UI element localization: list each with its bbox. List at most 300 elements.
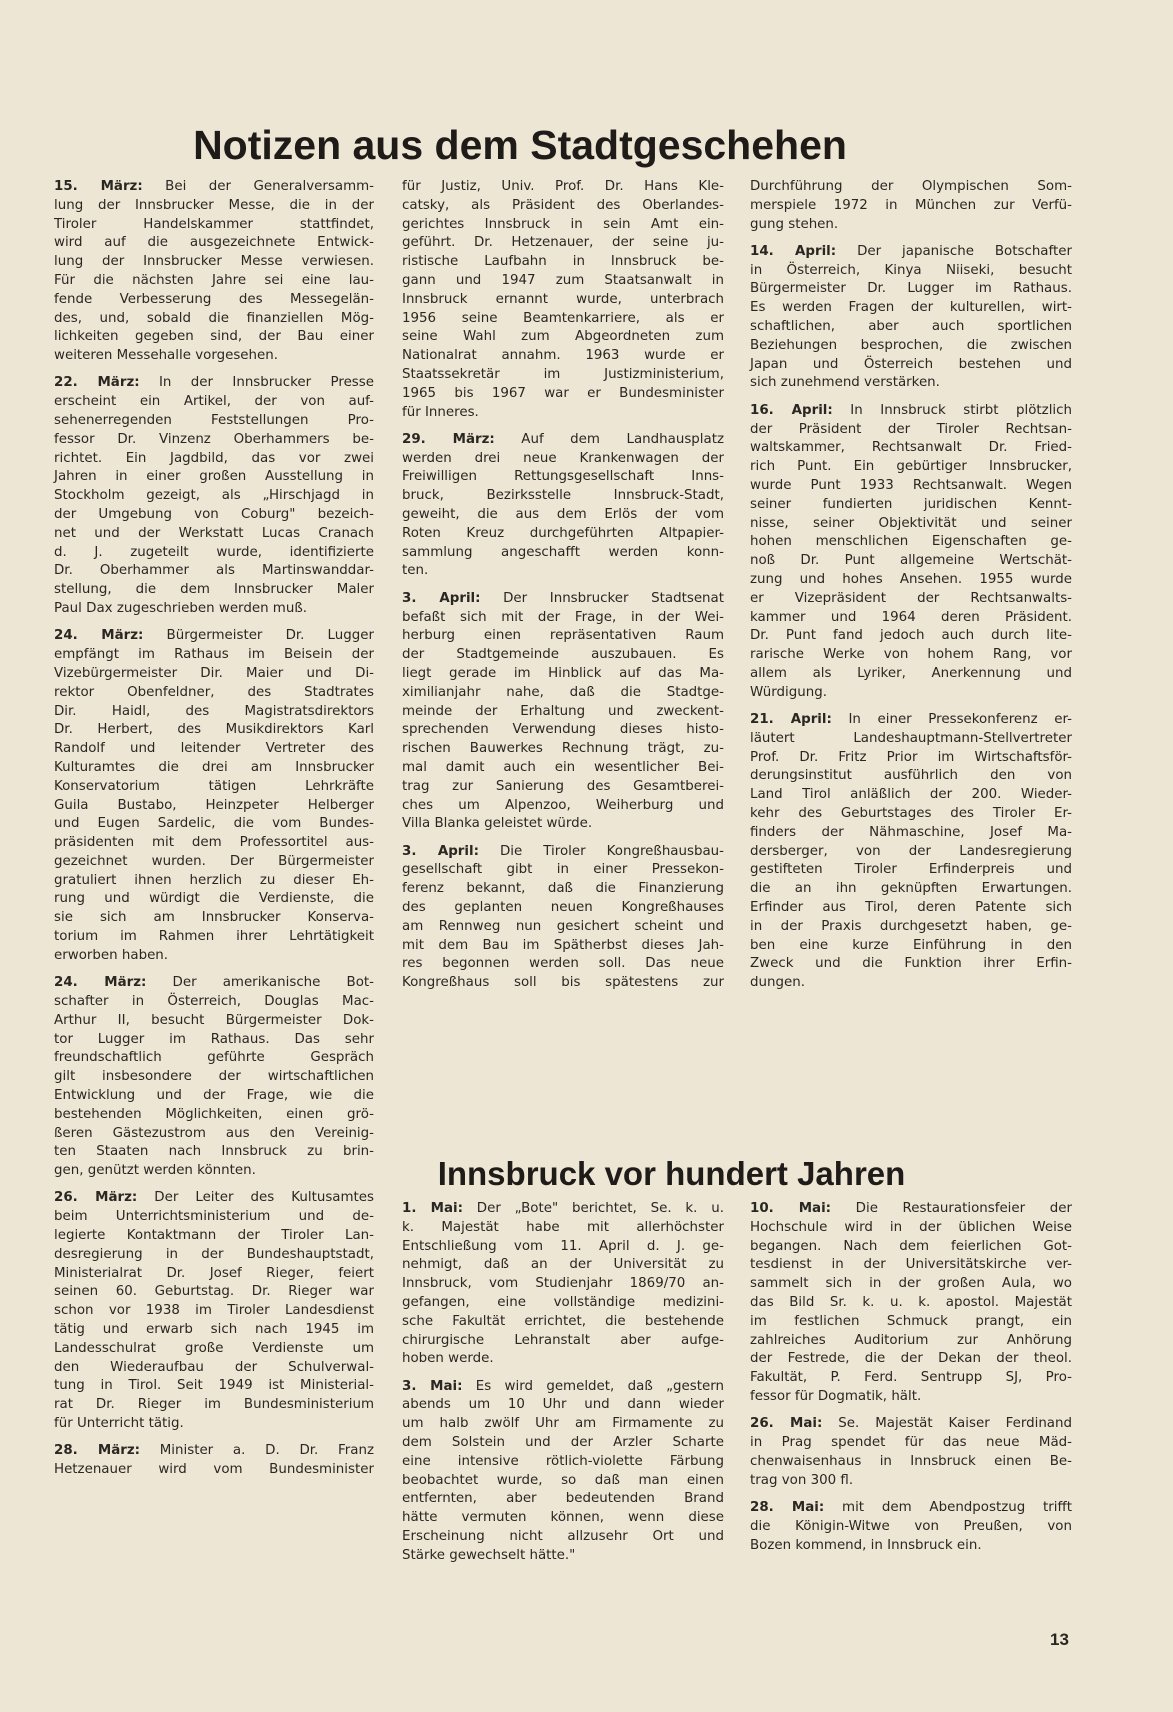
text-line bbox=[402, 1396, 724, 1415]
line-text: mit dem Bau im Spätherbst dieses Jah- bbox=[402, 937, 724, 953]
text-line bbox=[54, 1227, 374, 1246]
news-entry bbox=[750, 1415, 1072, 1490]
line-text: der Festrede, die der Dekan der theol. bbox=[750, 1351, 1072, 1367]
text-line bbox=[54, 740, 374, 759]
line-text: meinde der Erhaltung und zweckent- bbox=[402, 703, 724, 719]
line-text: Zweck und die Funktion ihrer Erfin- bbox=[750, 956, 1072, 972]
text-line bbox=[54, 721, 374, 740]
text-line bbox=[402, 310, 724, 329]
text-line bbox=[54, 1162, 374, 1181]
text-line bbox=[402, 815, 724, 834]
text-line bbox=[54, 1283, 374, 1302]
text-line bbox=[750, 402, 1072, 421]
line-text: Die Tiroler Kongreßhausbau- bbox=[499, 843, 725, 859]
line-text: des, und, sobald die finanziellen Mög- bbox=[54, 310, 374, 326]
line-text: hätte vermuten können, wenn diese bbox=[402, 1510, 724, 1526]
text-line bbox=[402, 721, 724, 740]
line-text: beim Unterrichtsministerium und de- bbox=[54, 1209, 374, 1225]
text-line bbox=[402, 937, 724, 956]
text-column-1 bbox=[54, 178, 374, 1488]
line-text: tesdienst in der Universitätskirche ver- bbox=[750, 1257, 1072, 1273]
text-line bbox=[750, 767, 1072, 786]
text-line bbox=[54, 1377, 374, 1396]
line-text: waltskammer, Rechtsanwalt Dr. Fried- bbox=[750, 440, 1072, 456]
text-line bbox=[402, 703, 724, 722]
news-entry bbox=[402, 1200, 724, 1369]
line-text: nehmigt, daß an der Universität zu bbox=[402, 1257, 724, 1273]
line-text: sie sich am Innsbrucker Konserva- bbox=[54, 910, 374, 926]
line-text: hohen menschlichen Eigenschaften ge- bbox=[750, 534, 1072, 550]
line-text: Der amerikanische Bot- bbox=[172, 975, 374, 991]
text-line bbox=[402, 234, 724, 253]
line-text: Arthur II, besucht Bürgermeister Dok- bbox=[54, 1012, 374, 1028]
line-text: entfernten, aber bedeutenden Brand bbox=[402, 1491, 724, 1507]
text-line bbox=[750, 243, 1072, 262]
line-text: in Österreich, Kinya Niiseki, besucht bbox=[750, 262, 1072, 278]
news-entry bbox=[750, 711, 1072, 993]
text-line bbox=[750, 496, 1072, 515]
line-text: sammlung angeschafft werden konn- bbox=[402, 544, 724, 560]
text-line bbox=[750, 262, 1072, 281]
line-text: zung und hohes Ansehen. 1955 wurde bbox=[750, 571, 1072, 587]
line-text: Hochschule wird in der üblichen Weise bbox=[750, 1219, 1072, 1235]
text-line bbox=[54, 272, 374, 291]
page-number: 13 bbox=[1050, 1630, 1069, 1649]
text-line bbox=[750, 552, 1072, 571]
text-line bbox=[402, 450, 724, 469]
line-text: Dr. Herbert, des Musikdirektors Karl bbox=[54, 722, 374, 738]
entry-date: 24. März: bbox=[54, 975, 147, 991]
text-line bbox=[402, 562, 724, 581]
line-text: trag von 300 fl. bbox=[750, 1472, 854, 1488]
line-text: sche Fakultät errichtet, die bestehende bbox=[402, 1313, 724, 1329]
line-text: gestifteten Tiroler Erfinderpreis und bbox=[750, 862, 1072, 878]
entry-date: 26. Mai: bbox=[750, 1416, 823, 1432]
line-text: chirurgische Lehranstalt aber aufge- bbox=[402, 1332, 724, 1348]
line-text: ristische Laufbahn in Innsbruck be- bbox=[402, 254, 724, 270]
line-text: fessor für Dogmatik, hält. bbox=[750, 1388, 922, 1404]
text-line bbox=[750, 1415, 1072, 1434]
text-line bbox=[402, 1294, 724, 1313]
line-text: kammer und 1964 deren Präsident. bbox=[750, 609, 1072, 625]
text-line bbox=[54, 1068, 374, 1087]
text-line bbox=[54, 797, 374, 816]
text-line bbox=[54, 1340, 374, 1359]
line-text: weiteren Messehalle vorgesehen. bbox=[54, 348, 279, 364]
text-line bbox=[402, 1238, 724, 1257]
line-text: ximilianjahr nahe, daß die Stadtge- bbox=[402, 684, 724, 700]
line-text: In der Innsbrucker Presse bbox=[158, 375, 374, 391]
news-entry bbox=[750, 1200, 1072, 1407]
line-text: nisse, seiner Objektivität und seiner bbox=[750, 515, 1072, 531]
line-text: Se. Majestät Kaiser Ferdinand bbox=[838, 1416, 1072, 1432]
text-line bbox=[750, 918, 1072, 937]
line-text: sammelt sich in der großen Aula, wo bbox=[750, 1276, 1072, 1292]
text-line bbox=[54, 1031, 374, 1050]
text-line bbox=[54, 468, 374, 487]
entry-date: 28. März: bbox=[54, 1443, 140, 1459]
text-line bbox=[402, 328, 724, 347]
news-entry bbox=[750, 402, 1072, 703]
line-text: Kulturamtes die drei am Innsbrucker bbox=[54, 759, 374, 775]
text-line bbox=[54, 1125, 374, 1144]
line-text: Ministerialrat Dr. Josef Rieger, feiert bbox=[54, 1265, 374, 1281]
text-line bbox=[54, 197, 374, 216]
line-text: Erfinder aus Tirol, deren Patente sich bbox=[750, 899, 1072, 915]
line-text: für Unterricht tätig. bbox=[54, 1416, 184, 1431]
news-entry bbox=[750, 1499, 1072, 1555]
text-line bbox=[54, 234, 374, 253]
line-text: des geplanten neuen Kongreßhauses bbox=[402, 899, 724, 915]
text-line bbox=[54, 909, 374, 928]
line-text: ches um Alpenzoo, Weiherburg und bbox=[402, 797, 724, 813]
text-line bbox=[402, 1313, 724, 1332]
line-text: Randolf und leitender Vertreter des bbox=[54, 741, 374, 757]
text-line bbox=[402, 385, 724, 404]
text-line bbox=[750, 337, 1072, 356]
line-text: fende Verbesserung des Messegelän- bbox=[54, 291, 374, 307]
text-line bbox=[402, 590, 724, 609]
line-text: rarische Werke von hohem Rang, vor bbox=[750, 647, 1072, 663]
line-text: Erscheinung nicht allzusehr Ort und bbox=[402, 1529, 724, 1545]
line-text: Roten Kreuz durchgeführten Altpapier- bbox=[402, 525, 724, 541]
text-line bbox=[402, 899, 724, 918]
line-text: schafter in Österreich, Douglas Mac- bbox=[54, 993, 374, 1009]
text-line bbox=[54, 1208, 374, 1227]
news-entry bbox=[402, 590, 724, 834]
text-line bbox=[402, 253, 724, 272]
text-line bbox=[54, 178, 374, 197]
line-text: Entschließung vom 11. April d. J. ge- bbox=[402, 1238, 724, 1254]
line-text: Dr. Punt fand jedoch auch durch lite- bbox=[750, 628, 1072, 644]
news-entry bbox=[402, 843, 724, 993]
line-text: lung der Innsbrucker Messe, die in der bbox=[54, 197, 374, 213]
text-line bbox=[54, 1321, 374, 1340]
text-line bbox=[402, 487, 724, 506]
text-line bbox=[54, 328, 374, 347]
text-line bbox=[54, 872, 374, 891]
text-line bbox=[750, 533, 1072, 552]
text-line bbox=[402, 1434, 724, 1453]
line-text: desregierung in der Bundeshauptstadt, bbox=[54, 1246, 374, 1262]
text-line bbox=[54, 1265, 374, 1284]
line-text: seiner fundierten juridischen Kennt- bbox=[750, 496, 1072, 512]
text-line bbox=[750, 646, 1072, 665]
line-text: Die Restaurationsfeier der bbox=[855, 1201, 1072, 1216]
line-text: chenwaisenhaus in Innsbruck einen Be- bbox=[750, 1453, 1072, 1469]
text-line bbox=[750, 421, 1072, 440]
entry-date: 29. März: bbox=[402, 431, 495, 447]
line-text: und Eugen Sardelic, die vom Bundes- bbox=[54, 816, 374, 832]
text-line bbox=[750, 1275, 1072, 1294]
line-text: Beziehungen besprochen, die zwischen bbox=[750, 337, 1072, 353]
text-line bbox=[54, 853, 374, 872]
text-line bbox=[402, 1200, 724, 1219]
line-text: in der Praxis durchgesetzt haben, ge- bbox=[750, 918, 1072, 934]
text-line bbox=[750, 1256, 1072, 1275]
line-text: Dir. Haidl, des Magistratsdirektors bbox=[54, 703, 374, 719]
line-text: im festlichen Schmuck prangt, ein bbox=[750, 1313, 1072, 1329]
line-text: 1956 seine Beamtenkarriere, als er bbox=[402, 310, 724, 326]
line-text: Es werden Fragen der kulturellen, wirt- bbox=[750, 300, 1072, 316]
text-line bbox=[750, 711, 1072, 730]
line-text: freundschaftlich geführte Gespräch bbox=[54, 1050, 374, 1066]
text-line bbox=[402, 197, 724, 216]
line-text: herburg einen repräsentativen Raum bbox=[402, 628, 724, 644]
text-line bbox=[750, 730, 1072, 749]
text-line bbox=[54, 347, 374, 366]
text-line bbox=[402, 291, 724, 310]
line-text: kehr des Geburtstages des Tiroler Er- bbox=[750, 806, 1072, 821]
line-text: gefangen, eine vollständige medizini- bbox=[402, 1294, 724, 1310]
entry-date: 26. März: bbox=[54, 1190, 138, 1206]
line-text: Prof. Dr. Fritz Prior im Wirtschaftsför- bbox=[750, 749, 1072, 765]
line-text: rat Dr. Rieger im Bundesministerium bbox=[54, 1397, 374, 1413]
text-column-2 bbox=[402, 178, 724, 1001]
line-text: lichkeiten gegeben sind, der Bau einer bbox=[54, 329, 374, 345]
text-line bbox=[54, 684, 374, 703]
text-line bbox=[750, 786, 1072, 805]
text-line bbox=[54, 544, 374, 563]
text-line bbox=[54, 815, 374, 834]
text-line bbox=[750, 1350, 1072, 1369]
text-line bbox=[750, 280, 1072, 299]
text-line bbox=[54, 890, 374, 909]
line-text: lung der Innsbrucker Messe verwiesen. bbox=[54, 254, 374, 270]
line-text: trag zur Sanierung des Gesamtberei- bbox=[402, 778, 724, 794]
text-line bbox=[750, 439, 1072, 458]
line-text: zahlreiches Auditorium zur Anhörung bbox=[750, 1332, 1072, 1348]
line-text: erworben haben. bbox=[54, 947, 169, 963]
text-line bbox=[750, 1499, 1072, 1518]
text-line bbox=[54, 1012, 374, 1031]
line-text: Innsbruck, vom Studienjahr 1869/70 an- bbox=[402, 1276, 724, 1292]
text-line bbox=[402, 1256, 724, 1275]
line-text: rung und würdigt die Verdienste, die bbox=[54, 891, 374, 907]
text-line bbox=[750, 1453, 1072, 1472]
news-entry bbox=[402, 431, 724, 581]
text-line bbox=[54, 1461, 374, 1480]
line-text: für Inneres. bbox=[402, 404, 479, 420]
news-entry bbox=[54, 1189, 374, 1433]
line-text: richtet. Ein Jagdbild, das vor zwei bbox=[54, 450, 374, 466]
line-text: seine Wahl zum Abgeordneten zum bbox=[402, 329, 724, 345]
news-entry bbox=[750, 243, 1072, 393]
line-text: Kongreßhaus soll bis spätestens zur bbox=[402, 975, 724, 991]
text-line bbox=[402, 759, 724, 778]
line-text: ßeren Gästezustrom aus den Vereinig- bbox=[54, 1125, 374, 1141]
text-line bbox=[402, 272, 724, 291]
text-column-3 bbox=[750, 178, 1072, 1001]
entry-date: 10. Mai: bbox=[750, 1201, 832, 1216]
text-line bbox=[54, 627, 374, 646]
line-text: Minister a. D. Dr. Franz bbox=[159, 1443, 374, 1459]
line-text: merspiele 1972 in München zur Verfü- bbox=[750, 197, 1072, 213]
text-line bbox=[402, 843, 724, 862]
line-text: Für die nächsten Jahre sei eine lau- bbox=[54, 272, 374, 288]
text-line bbox=[54, 562, 374, 581]
text-line bbox=[750, 197, 1072, 216]
line-text: gesellschaft gibt in einer Pressekon- bbox=[402, 862, 724, 878]
line-text: gen, genützt werden könnten. bbox=[54, 1163, 256, 1179]
text-line bbox=[54, 291, 374, 310]
text-line bbox=[750, 1369, 1072, 1388]
text-line bbox=[750, 1332, 1072, 1351]
text-line bbox=[54, 1049, 374, 1068]
text-line bbox=[54, 310, 374, 329]
text-line bbox=[54, 703, 374, 722]
entry-date: 16. April: bbox=[750, 402, 833, 418]
line-text: res begonnen werden soll. Das neue bbox=[402, 956, 724, 972]
text-line bbox=[54, 216, 374, 235]
text-line bbox=[54, 947, 374, 966]
text-line bbox=[750, 477, 1072, 496]
text-line bbox=[54, 393, 374, 412]
line-text: Vizebürgermeister Dir. Maier und Di- bbox=[54, 665, 374, 681]
entry-date: 24. März: bbox=[54, 628, 144, 644]
line-text: gilt insbesondere der wirtschaftlichen bbox=[54, 1069, 374, 1085]
line-text: schaftlichen, aber auch sportlichen bbox=[750, 319, 1072, 335]
text-line bbox=[54, 1087, 374, 1106]
text-line bbox=[750, 843, 1072, 862]
line-text: um halb zwölf Uhr am Firmamente zu bbox=[402, 1416, 724, 1432]
text-line bbox=[54, 993, 374, 1012]
text-line bbox=[54, 253, 374, 272]
line-text: Der japanische Botschafter bbox=[857, 243, 1072, 259]
text-line bbox=[402, 1547, 724, 1566]
line-text: erscheint ein Artikel, der von auf- bbox=[54, 394, 374, 410]
text-line bbox=[402, 955, 724, 974]
line-text: hoben werde. bbox=[402, 1351, 494, 1367]
entry-date: 1. Mai: bbox=[402, 1201, 463, 1216]
text-line bbox=[750, 178, 1072, 197]
text-line bbox=[750, 899, 1072, 918]
text-line bbox=[750, 318, 1072, 337]
line-text: Der Leiter des Kultusamtes bbox=[154, 1190, 375, 1206]
text-line bbox=[750, 1518, 1072, 1537]
text-line bbox=[750, 1294, 1072, 1313]
line-text: befaßt sich mit der Frage, in der Wei- bbox=[402, 609, 724, 625]
text-line bbox=[402, 918, 724, 937]
text-line bbox=[402, 468, 724, 487]
page-title: Notizen aus dem Stadtgeschehen bbox=[193, 122, 847, 169]
line-text: Würdigung. bbox=[750, 684, 827, 700]
entry-date: 3. April: bbox=[402, 843, 479, 859]
line-text: gann und 1947 zum Staatsanwalt in bbox=[402, 272, 724, 288]
text-line bbox=[54, 1442, 374, 1461]
line-text: empfängt im Rathaus im Beisein der bbox=[54, 647, 374, 663]
text-line bbox=[402, 740, 724, 759]
text-line bbox=[750, 684, 1072, 703]
line-text: der Umgebung von Coburg" bezeich- bbox=[54, 507, 374, 523]
line-text: Bei der Generalversamm- bbox=[165, 179, 374, 194]
text-line bbox=[750, 571, 1072, 590]
line-text: noß Dr. Punt allgemeine Wertschät- bbox=[750, 553, 1072, 569]
line-text: gezeichnet wurden. Der Bürgermeister bbox=[54, 853, 374, 869]
line-text: rich Punt. Ein gebürtiger Innsbrucker, bbox=[750, 459, 1072, 475]
text-line bbox=[54, 450, 374, 469]
line-text: rischen Bauwerkes Rechnung trägt, zu- bbox=[402, 741, 724, 757]
text-line bbox=[402, 1275, 724, 1294]
text-line bbox=[750, 1537, 1072, 1556]
line-text: Freiwilligen Rettungsgesellschaft Inns- bbox=[402, 469, 724, 485]
line-text: Tiroler Handelskammer stattfindet, bbox=[54, 216, 374, 232]
text-line bbox=[54, 1302, 374, 1321]
line-text: dersberger, von der Landesregierung bbox=[750, 843, 1072, 859]
text-line bbox=[750, 1219, 1072, 1238]
line-text: die an ihn geknüpften Erwartungen. bbox=[750, 881, 1072, 897]
entry-date: 28. Mai: bbox=[750, 1499, 825, 1515]
line-text: sich zunehmend verstärken. bbox=[750, 375, 940, 391]
line-text: k. Majestät habe mit allerhöchster bbox=[402, 1219, 724, 1235]
text-line bbox=[402, 1490, 724, 1509]
line-text: sehenerregenden Feststellungen Pro- bbox=[54, 413, 374, 429]
text-line bbox=[750, 665, 1072, 684]
text-line bbox=[750, 356, 1072, 375]
line-text: mal damit auch ein wesentlicher Bei- bbox=[402, 759, 724, 775]
line-text: Durchführung der Olympischen Som- bbox=[750, 179, 1072, 194]
text-line bbox=[54, 778, 374, 797]
line-text: seinen 60. Geburtstag. Dr. Rieger war bbox=[54, 1284, 374, 1300]
text-line bbox=[402, 216, 724, 235]
text-line bbox=[402, 684, 724, 703]
line-text: Jahren in einer großen Ausstellung in bbox=[54, 469, 374, 485]
line-text: Der „Bote" berichtet, Se. k. u. bbox=[476, 1201, 724, 1216]
line-text: rektor Obenfeldner, des Stadtrates bbox=[54, 684, 374, 700]
line-text: In einer Pressekonferenz er- bbox=[848, 712, 1072, 728]
text-line bbox=[54, 600, 374, 619]
line-text: tor Lugger im Rathaus. Das sehr bbox=[54, 1031, 374, 1047]
text-line bbox=[402, 880, 724, 899]
line-text: Nationalrat annahm. 1963 wurde er bbox=[402, 348, 724, 364]
news-entry bbox=[750, 178, 1072, 234]
line-text: eine intensive rötlich-violette Färbung bbox=[402, 1453, 724, 1469]
line-text: bruck, Bezirksstelle Innsbruck-Stadt, bbox=[402, 488, 724, 504]
line-text: Hetzenauer wird vom Bundesminister bbox=[54, 1462, 374, 1478]
line-text: Villa Blanka geleistet würde. bbox=[402, 816, 593, 832]
text-line bbox=[750, 974, 1072, 993]
text-line bbox=[750, 515, 1072, 534]
entry-date: 22. März: bbox=[54, 375, 140, 391]
line-text: der Präsident der Tiroler Rechtsan- bbox=[750, 421, 1072, 437]
entry-date: 3. Mai: bbox=[402, 1378, 463, 1394]
text-line bbox=[54, 1415, 374, 1434]
text-line bbox=[750, 749, 1072, 768]
section-title: Innsbruck vor hundert Jahren bbox=[437, 1155, 906, 1193]
line-text: läutert Landeshauptmann-Stellvertreter bbox=[750, 730, 1072, 746]
text-line bbox=[402, 665, 724, 684]
line-text: Es wird gemeldet, daß „gestern bbox=[475, 1378, 724, 1394]
text-line bbox=[402, 1415, 724, 1434]
text-line bbox=[750, 299, 1072, 318]
text-line bbox=[750, 805, 1072, 824]
line-text: catsky, als Präsident des Oberlandes- bbox=[402, 197, 724, 213]
news-entry bbox=[54, 1442, 374, 1480]
line-text: bestehenden Möglichkeiten, einen grö- bbox=[54, 1106, 374, 1122]
text-line bbox=[750, 627, 1072, 646]
text-line bbox=[402, 778, 724, 797]
text-line bbox=[750, 609, 1072, 628]
line-text: werden drei neue Krankenwagen der bbox=[402, 450, 724, 466]
text-line bbox=[54, 431, 374, 450]
line-text: begangen. Nach dem feierlichen Got- bbox=[750, 1238, 1072, 1254]
news-entry bbox=[402, 1378, 724, 1566]
text-line bbox=[750, 880, 1072, 899]
entry-date: 21. April: bbox=[750, 712, 832, 728]
text-line bbox=[402, 404, 724, 423]
history-column-1 bbox=[402, 1200, 724, 1574]
text-line bbox=[750, 1313, 1072, 1332]
